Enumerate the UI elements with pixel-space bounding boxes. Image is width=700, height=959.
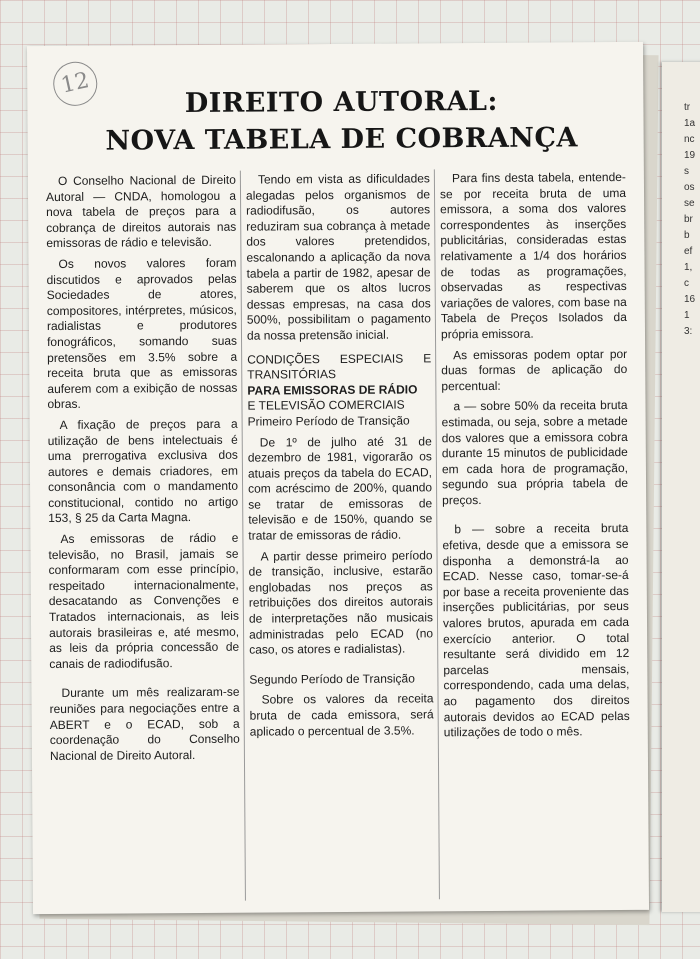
paragraph: Durante um mês realizaram-se reuniões para negociações entre a ABERT e o ECAD, sob a coordenação do Conselho Nacional de Direito Autoral. bbox=[49, 685, 240, 763]
paragraph: O Conselho Nacional de Direito Autoral — CNDA, homologou a nova tabela de preços para a cobrança de direitos autorais nas emissoras de rádio e televisão. bbox=[45, 172, 237, 251]
paragraph: De 1º de julho até 31 de dezembro de 1981, vigorarão os atuais preços da tabela do ECAD, com acréscimo de 200%, quando se tratar de emissoras de televisão e de 150%, quando se tratar de emissoras de rádio. bbox=[247, 433, 433, 543]
article-column-2 bbox=[246, 171, 434, 744]
fragment-text: 1 bbox=[684, 310, 690, 321]
paragraph: As emissoras de rádio e televisão, no Brasil, jamais se conformaram com esse princípio, respeitado internacionalmente, desacatando as Convenções e Tratados internacionais, as leis autorais brasileiras e, até mesmo, as leis da própria concessão de canais de radiodifusão. bbox=[48, 530, 240, 671]
section-heading-line: CONDIÇÕES ESPECIAIS E TRANSITÓRIAS bbox=[247, 350, 432, 382]
fragment-text: os bbox=[684, 182, 695, 193]
fragment-text: ef bbox=[684, 246, 693, 257]
paragraph: Os novos valores foram discutidos e aprovados pelas Sociedades de atores, compositores, intérpretes, músicos, radialistas e produtores fonográficos, somando suas pretensões em 3.5% sobre a receita bruta que as emissoras auferem com a exibição de nossas obras. bbox=[46, 255, 238, 412]
period-label: Primeiro Período de Transição bbox=[247, 413, 410, 429]
fragment-text: 3: bbox=[684, 326, 693, 337]
paragraph: A fixação de preços para a utilização de bens intelectuais é uma prerrogativa exclusiva dos autores e demais criadores, em consonância com o mandamento constitucional, contido no artigo 153, § 25 da Carta Magna. bbox=[47, 416, 239, 526]
period-label: Segundo Período de Transição bbox=[249, 671, 415, 687]
adjacent-page-edge bbox=[662, 62, 700, 912]
fragment-text: 1a bbox=[684, 118, 696, 129]
paragraph: Tendo em vista as dificuldades alegadas pelos organismos de radiodifusão, os autores reduziram sua cobrança à metade dos valores pretendidos, escalonando a aplicação da nova tabela a partir de 1982, apesar de saberem que os altos lucros dessas empresas, na casa dos 500%, possibilitam o pagamento da nossa pretensão inicial. bbox=[245, 171, 431, 343]
headline bbox=[61, 82, 622, 160]
fragment-text: s bbox=[684, 166, 689, 177]
paragraph: Para fins desta tabela, entende-se por receita bruta de uma emissora, a soma dos valores correspondentes às inserções publicitárias, consideradas estas relativamente a 1/4 dos horários de todas as programações, observadas as respectivas variações de valores, com base na Tabela de Preços Isolados da própria emissora. bbox=[439, 169, 627, 342]
fragment-text: br bbox=[684, 214, 693, 225]
fragment-text: 16 bbox=[684, 294, 696, 305]
fragment-text: nc bbox=[684, 134, 695, 145]
column-divider bbox=[434, 169, 440, 899]
fragment-text: tr bbox=[684, 102, 691, 113]
headline-line-2: NOVA TABELA DE COBRANÇA bbox=[105, 122, 578, 157]
column-divider bbox=[240, 171, 246, 901]
section-heading-line: PARA EMISSORAS DE RÁDIO bbox=[247, 382, 418, 398]
paragraph: As emissoras podem optar por duas formas de aplicação do percentual: bbox=[441, 346, 628, 393]
paragraph: a — sobre 50% da receita bruta estimada, ou seja, sobre a metade dos valores que a emissora cobra durante 15 minutos de publicidade em cada hora de programação, segundo sua própria tabela de preços. bbox=[441, 398, 629, 508]
fragment-text: b bbox=[684, 230, 690, 241]
article-column-3 bbox=[440, 170, 630, 746]
newspaper-clipping bbox=[27, 42, 649, 914]
fragment-text: c bbox=[684, 278, 689, 289]
paragraph: b — sobre a receita bruta efetiva, desde que a emissora se disponha a demonstrá-la ao ECAD. Nesse caso, tomar-se-á por base a receita proveniente das inserções publicitárias, por seus valores brutos, apurada em cada exercício anterior. O total resultante será dividido em 12 parcelas mensais, correspondendo, cada uma delas, ao pagamento dos direitos autorais devidos ao ECAD pelas utilizações de todo o mês. bbox=[442, 521, 630, 740]
page-number: 12 bbox=[49, 58, 101, 110]
section-heading-line: E TELEVISÃO COMERCIAIS bbox=[247, 397, 405, 413]
fragment-text: 19 bbox=[684, 150, 696, 161]
paragraph: Sobre os valores da receita bruta de cada emissora, será aplicado o percentual de 3.5%. bbox=[249, 691, 434, 739]
fragment-text: se bbox=[684, 198, 695, 209]
article-column-1 bbox=[46, 173, 240, 770]
headline-line-1: DIREITO AUTORAL: bbox=[184, 85, 499, 120]
fragment-text: 1, bbox=[684, 262, 693, 273]
paragraph: A partir desse primeiro período de transição, inclusive, estarão englobadas nos preços as retribuições dos direitos autorais de interpretações não musicais administradas pelo ECAD (no caso, os atores e radialistas). bbox=[248, 547, 434, 657]
